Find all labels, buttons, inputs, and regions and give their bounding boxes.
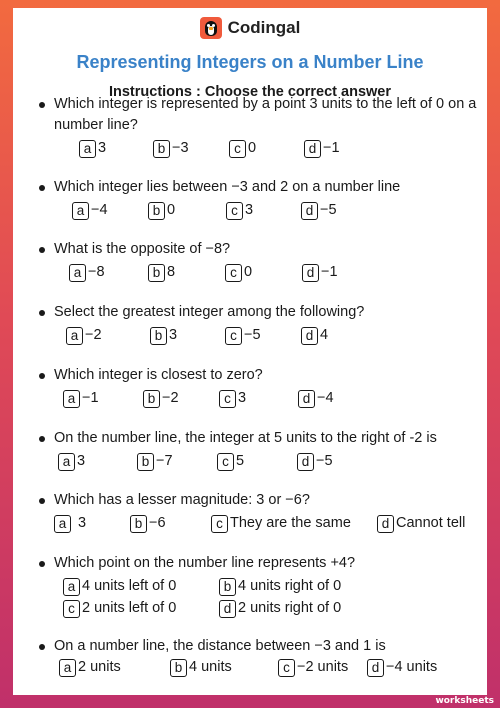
- page-title: Representing Integers on a Number Line: [76, 52, 424, 72]
- question-text: What is the opposite of −8?: [54, 241, 231, 257]
- question-8: [39, 553, 479, 616]
- penguin-logo-icon: [200, 17, 222, 39]
- bullet-icon: [39, 310, 45, 316]
- option-c[interactable]: c −5: [225, 325, 261, 346]
- option-b[interactable]: b −7: [137, 451, 173, 472]
- options-row: [39, 657, 479, 679]
- option-b[interactable]: b 4 units right of 0: [219, 576, 341, 597]
- question-text: Which integer is closest to zero?: [54, 367, 263, 383]
- option-d[interactable]: d −1: [304, 138, 340, 159]
- question-text: Which has a lesser magnitude: 3 or −6?: [54, 492, 310, 508]
- question-text: Which point on the number line represents +4?: [54, 555, 356, 571]
- bullet-icon: [39, 247, 45, 253]
- options-row: [39, 451, 479, 473]
- options-row: [39, 200, 479, 222]
- option-c[interactable]: c They are the same: [211, 513, 351, 534]
- bullet-icon: [39, 498, 45, 504]
- topworksheets-logo: [435, 689, 494, 706]
- brand-name: Codingal: [227, 18, 301, 37]
- option-c[interactable]: c 3: [226, 200, 253, 221]
- option-a[interactable]: a 3: [54, 513, 86, 534]
- option-b[interactable]: b −6: [130, 513, 166, 534]
- instructions: Instructions : Choose the correct answer: [108, 84, 391, 100]
- footer-worksheets-text: worksheets: [435, 696, 494, 706]
- option-d[interactable]: d 4: [301, 325, 328, 346]
- question-7: [39, 490, 479, 531]
- option-a[interactable]: a 3: [58, 451, 85, 472]
- options-row: [39, 513, 479, 535]
- question-text: On a number line, the distance between −3 and 1 is: [54, 638, 386, 654]
- bullet-icon: [39, 644, 45, 650]
- option-d[interactable]: d Cannot tell: [377, 513, 465, 534]
- question-text: Select the greatest integer among the following?: [54, 304, 365, 320]
- brand-header: [13, 17, 487, 39]
- option-a[interactable]: a −4: [72, 200, 108, 221]
- bullet-icon: [39, 436, 45, 442]
- question-3: [39, 239, 479, 280]
- bullet-icon: [39, 373, 45, 379]
- options-row: [39, 325, 479, 347]
- option-a[interactable]: a −8: [69, 262, 105, 283]
- option-b[interactable]: b 4 units: [170, 657, 232, 678]
- options-row: [39, 138, 479, 160]
- option-d[interactable]: d −5: [301, 200, 337, 221]
- option-c[interactable]: c −2 units: [278, 657, 348, 678]
- footer-top-text: TOP: [455, 689, 472, 696]
- bullet-icon: [39, 185, 45, 191]
- option-d[interactable]: d 2 units right of 0: [219, 598, 341, 619]
- option-c[interactable]: c 3: [219, 388, 246, 409]
- option-c[interactable]: c 2 units left of 0: [63, 598, 176, 619]
- question-text: Which integer is represented by a point 3 units to the left of 0 on a number line?: [54, 96, 477, 133]
- question-text: Which integer lies between −3 and 2 on a number line: [54, 179, 401, 195]
- bullet-icon: [39, 102, 45, 108]
- option-d[interactable]: d −4 units: [367, 657, 437, 678]
- question-1: [39, 94, 479, 156]
- option-b[interactable]: b 0: [148, 200, 175, 221]
- option-a[interactable]: a 4 units left of 0: [63, 576, 176, 597]
- option-a[interactable]: a −2: [66, 325, 102, 346]
- question-5: [39, 365, 479, 406]
- option-b[interactable]: b 3: [150, 325, 177, 346]
- options-row: [39, 262, 479, 284]
- option-c[interactable]: c 0: [225, 262, 252, 283]
- question-text: On the number line, the integer at 5 units to the right of -2 is: [54, 430, 437, 446]
- option-b[interactable]: b −2: [143, 388, 179, 409]
- option-c[interactable]: c 5: [217, 451, 244, 472]
- bullet-icon: [39, 561, 45, 567]
- question-9: [39, 636, 479, 675]
- option-a[interactable]: a −1: [63, 388, 99, 409]
- option-d[interactable]: d −4: [298, 388, 334, 409]
- options-row: [39, 576, 479, 598]
- question-2: [39, 177, 479, 218]
- question-6: [39, 428, 479, 469]
- option-c[interactable]: c 0: [229, 138, 256, 159]
- option-a[interactable]: a 3: [79, 138, 106, 159]
- option-b[interactable]: b 8: [148, 262, 175, 283]
- option-a[interactable]: a 2 units: [59, 657, 121, 678]
- options-row: [39, 388, 479, 410]
- question-4: [39, 302, 479, 343]
- option-d[interactable]: d −5: [297, 451, 333, 472]
- worksheet-page: [13, 8, 487, 695]
- option-d[interactable]: d −1: [302, 262, 338, 283]
- option-b[interactable]: b −3: [153, 138, 189, 159]
- options-row: [39, 598, 479, 620]
